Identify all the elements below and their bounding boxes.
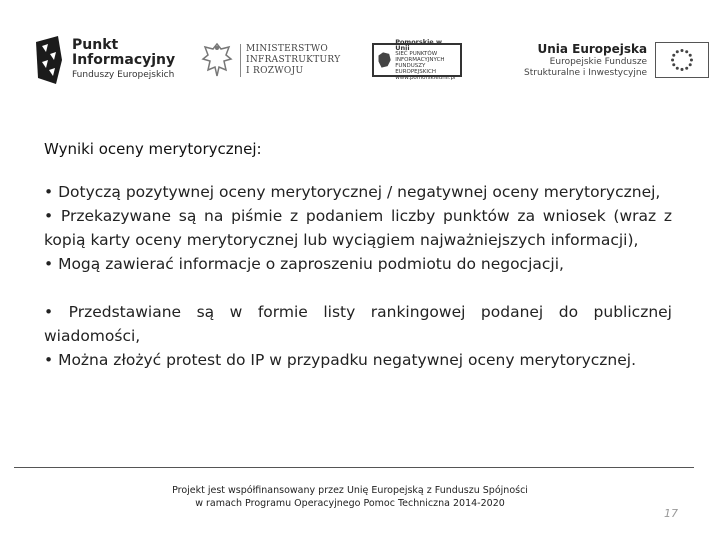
pomorskie-line5: www.pomorskieunii.pl (395, 75, 456, 81)
pomorskie-line3: INFORMACYJNYCH FUNDUSZY (395, 57, 445, 69)
eagle-emblem-icon (200, 40, 234, 80)
content-body (44, 180, 672, 372)
footer-line2: w ramach Programu Operacyjnego Pomoc Techniczna 2014-2020 (195, 498, 505, 509)
page-number: 17 (664, 507, 678, 520)
ministry-line3: I ROZWOJU (246, 65, 304, 76)
ministry-logo (200, 20, 340, 100)
ministry-line1: MINISTERSTWO (246, 43, 329, 54)
bullet-item-5: • Można złożyć protest do IP w przypadku negatywnej oceny merytorycznej. (44, 351, 637, 369)
eu-flag-icon (655, 42, 709, 78)
pomorskie-line1: Pomorskie w Unii (395, 38, 442, 52)
bullet-item-3: • Mogą zawierać informacje o zaproszeniu podmiotu do negocjacji, (44, 255, 564, 273)
section-heading: Wyniki oceny merytorycznej: (44, 140, 262, 158)
punkt-subtitle: Funduszy Europejskich (72, 69, 175, 80)
eu-logo (524, 20, 709, 100)
bullet-item-4: • Przedstawiane są w formie listy rankingowej podanej do publicznej wiadomości, (44, 303, 672, 345)
eu-line1: Europejskie Fundusze (549, 56, 648, 67)
pomorskie-map-icon (377, 48, 392, 72)
ministry-line2: INFRASTRUKTURY (246, 54, 341, 65)
spacer (44, 276, 672, 300)
eu-line2: Strukturalne i Inwestycyjne (524, 67, 648, 78)
pomorskie-line2: SIEĆ PUNKTÓW (395, 51, 438, 57)
footer-line1: Projekt jest współfinansowany przez Unię Europejską z Funduszu Spójności (172, 485, 528, 496)
eu-title: Unia Europejska (537, 41, 648, 56)
pomorskie-line4: EUROPEJSKICH (395, 69, 436, 75)
punkt-informacyjny-logo (34, 20, 175, 100)
punkt-title-line1: Punkt (72, 36, 119, 53)
punkt-informacyjny-mark-icon (34, 34, 64, 86)
punkt-title-line2: Informacyjny (72, 51, 176, 68)
logo-bar (0, 20, 720, 100)
bullet-item-2: • Przekazywane są na piśmie z podaniem liczby punktów za wniosek (wraz z kopią karty oceny merytorycznej lub wyciągiem najważniejszych informacji), (44, 207, 672, 249)
pomorskie-logo (372, 20, 462, 100)
bullet-item-1: • Dotyczą pozytywnej oceny merytorycznej / negatywnej oceny merytorycznej, (44, 183, 661, 201)
footer-divider (14, 467, 694, 468)
footer (140, 484, 560, 510)
